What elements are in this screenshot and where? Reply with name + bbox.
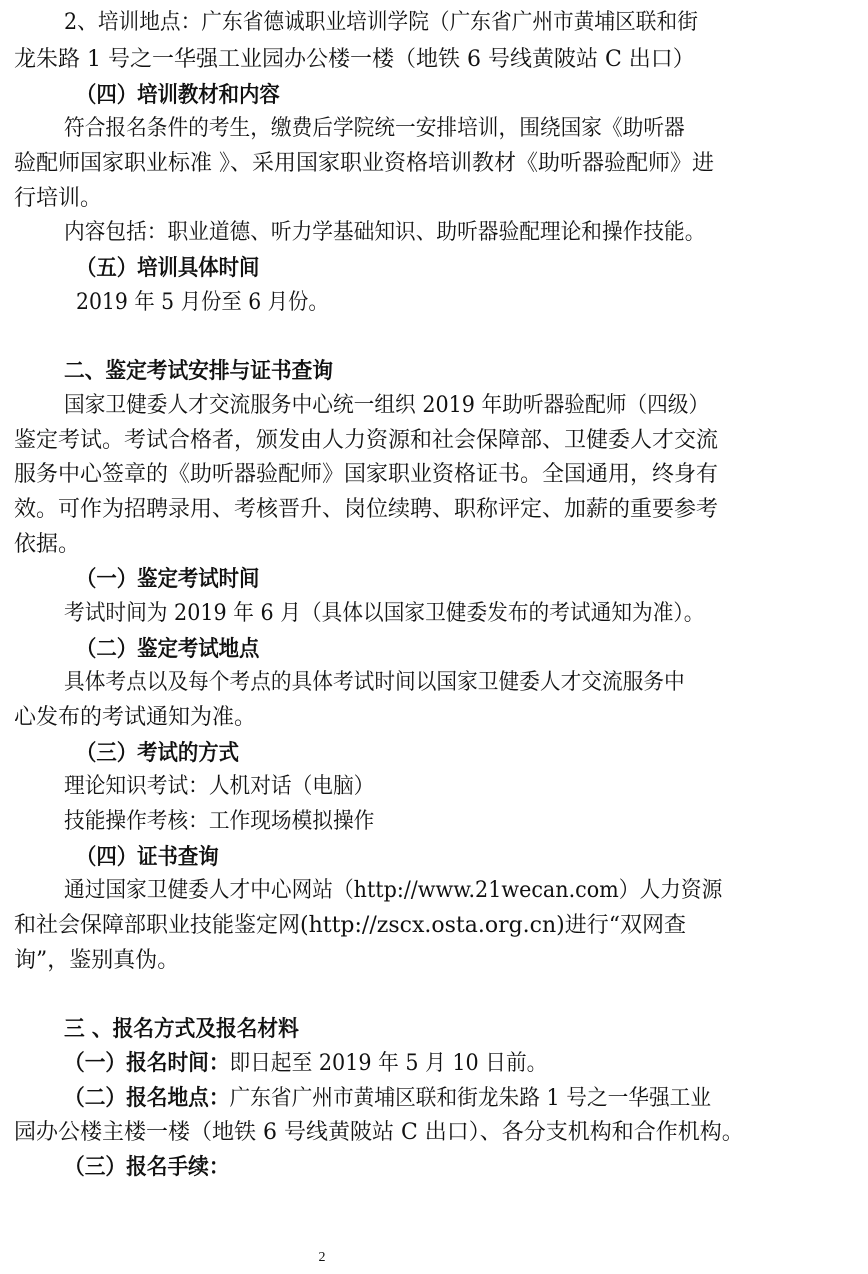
- certificate-line-2: 和社会保障部职业技能鉴定网(http://zscx.osta.org.cn)进行“双网查: [14, 913, 687, 938]
- heading-training-time: （五）培训具体时间: [76, 255, 260, 281]
- exam-time-paragraph: 考试时间为 2019 年 6 月（具体以国家卫健委发布的考试通知为准）。: [64, 601, 705, 626]
- registration-location-line: [64, 1081, 854, 1116]
- exam-location-line-2: 心发布的考试通知为准。: [14, 705, 257, 730]
- registration-time-label: （一）报名时间：: [64, 1050, 230, 1076]
- training-time-paragraph: 2019 年 5 月份至 6 月份。: [76, 290, 329, 315]
- heading-exam-location: （二）鉴定考试地点: [76, 636, 260, 662]
- heading-certificate: （四）证书查询: [76, 844, 219, 870]
- certificate-line-1: 通过国家卫健委人才中心网站（http://www.21wecan.com）人力资源: [64, 878, 723, 903]
- training-location-line-1: 2、培训地点：广东省德诚职业培训学院（广东省广州市黄埔区联和街: [64, 10, 698, 35]
- registration-location-value: 广东省广州市黄埔区联和街龙朱路 1 号之一华强工业: [229, 1086, 712, 1111]
- section-2-title: 二、鉴定考试安排与证书查询: [64, 358, 333, 384]
- registration-location-label: （二）报名地点：: [64, 1085, 230, 1111]
- exam-location-line-1: 具体考点以及每个考点的具体考试时间以国家卫健委人才交流服务中: [64, 670, 685, 695]
- exam-method-skill: 技能操作考核：工作现场模拟操作: [64, 809, 375, 834]
- registration-time-value: 即日起至 2019 年 5 月 10 日前。: [229, 1051, 548, 1076]
- training-materials-line-1: 符合报名条件的考生，缴费后学院统一安排培训，围绕国家《助听器: [64, 116, 685, 141]
- training-materials-line-3: 行培训。: [14, 186, 103, 211]
- training-location-line-2: 龙朱路 1 号之一华强工业园办公楼一楼（地铁 6 号线黄陂站 C 出口）: [14, 47, 695, 72]
- exam-method-theory: 理论知识考试：人机对话（电脑）: [64, 774, 375, 799]
- training-content-paragraph: 内容包括：职业道德、听力学基础知识、助听器验配理论和操作技能。: [64, 220, 706, 245]
- page-number: 2: [318, 1250, 326, 1265]
- section-2-intro-line-4: 效。可作为招聘录用、考核晋升、岗位续聘、职称评定、加薪的重要参考: [14, 497, 719, 522]
- heading-exam-time: （一）鉴定考试时间: [76, 566, 260, 592]
- section-2-intro-line-5: 依据。: [14, 532, 81, 557]
- section-2-intro-line-1: 国家卫健委人才交流服务中心统一组织 2019 年助听器验配师（四级）: [64, 393, 710, 418]
- section-3-title: 三 、报名方式及报名材料: [64, 1016, 299, 1042]
- heading-exam-method: （三）考试的方式: [76, 740, 240, 766]
- registration-location-continued: 园办公楼主楼一楼（地铁 6 号线黄陂站 C 出口）、各分支机构和合作机构。: [14, 1120, 744, 1145]
- heading-training-materials: （四）培训教材和内容: [76, 82, 280, 108]
- training-materials-line-2: 验配师国家职业标准 》、采用国家职业资格培训教材《助听器验配师》进: [14, 151, 714, 176]
- certificate-line-3: 询”，鉴别真伪。: [14, 948, 180, 973]
- registration-procedure-heading: （三）报名手续：: [64, 1154, 230, 1180]
- section-2-intro-line-2: 鉴定考试。考试合格者，颁发由人力资源和社会保障部、卫健委人才交流: [14, 428, 719, 453]
- registration-time-line: [64, 1046, 854, 1081]
- section-2-intro-line-3: 服务中心签章的《助听器验配师》国家职业资格证书。全国通用，终身有: [14, 462, 719, 487]
